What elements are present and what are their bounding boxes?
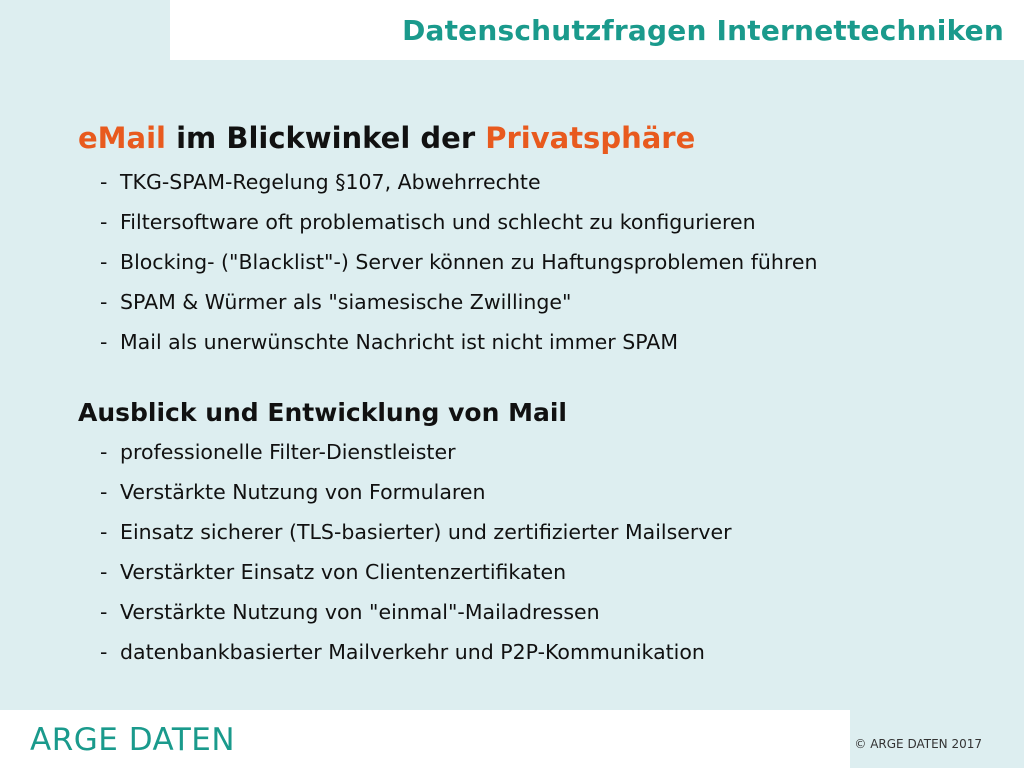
list-item: - Mail als unerwünschte Nachricht ist nicht immer SPAM [100, 330, 679, 354]
list-item: - Verstärkter Einsatz von Clientenzertifikaten [100, 560, 567, 584]
list-item-text: Filtersoftware oft problematisch und schlecht zu konfigurieren [120, 210, 756, 234]
section-heading-privacy [78, 118, 978, 158]
list-item-text: Verstärkte Nutzung von Formularen [120, 480, 486, 504]
list-item: - Einsatz sicherer (TLS-basierter) und zertifizierter Mailserver [100, 520, 732, 544]
list-item-text: Mail als unerwünschte Nachricht ist nicht immer SPAM [120, 330, 679, 354]
list-item: - Verstärkte Nutzung von Formularen [100, 480, 486, 504]
list-item-text: SPAM & Würmer als "siamesische Zwillinge" [120, 290, 572, 314]
header-title: Datenschutzfragen Internettechniken [402, 14, 1004, 47]
footer-logo: ARGE DATEN [30, 722, 236, 758]
outlook-bullet-list [78, 432, 978, 672]
header-band [170, 0, 1024, 60]
list-item: - Verstärkte Nutzung von "einmal"-Mailadressen [100, 600, 600, 624]
footer-copyright: © ARGE DATEN 2017 [854, 737, 982, 751]
heading-accent-privacy: Privatsphäre [485, 121, 696, 155]
list-item-text: TKG-SPAM-Regelung §107, Abwehrrechte [120, 170, 541, 194]
list-item-text: Verstärkter Einsatz von Clientenzertifikaten [120, 560, 567, 584]
list-item-text: Einsatz sicherer (TLS-basierter) und zertifizierter Mailserver [120, 520, 732, 544]
list-item: - TKG-SPAM-Regelung §107, Abwehrrechte [100, 170, 541, 194]
list-item: - professionelle Filter-Dienstleister [100, 440, 456, 464]
list-item: - datenbankbasierter Mailverkehr und P2P-Kommunikation [100, 640, 705, 664]
list-item-text: datenbankbasierter Mailverkehr und P2P-Kommunikation [120, 640, 705, 664]
list-item-text: Blocking- ("Blacklist"-) Server können zu Haftungsproblemen führen [120, 250, 818, 274]
section-heading-outlook: Ausblick und Entwicklung von Mail [78, 398, 567, 427]
privacy-bullet-list [78, 162, 978, 362]
list-item: - Blocking- ("Blacklist"-) Server können zu Haftungsproblemen führen [100, 250, 818, 274]
slide-content [78, 118, 978, 672]
list-item-text: professionelle Filter-Dienstleister [120, 440, 456, 464]
list-item-text: Verstärkte Nutzung von "einmal"-Mailadressen [120, 600, 600, 624]
heading-middle-text: im Blickwinkel der [165, 121, 486, 155]
list-item: - Filtersoftware oft problematisch und schlecht zu konfigurieren [100, 210, 756, 234]
heading-accent-email: eMail [78, 121, 166, 155]
list-item: - SPAM & Würmer als "siamesische Zwillinge" [100, 290, 572, 314]
